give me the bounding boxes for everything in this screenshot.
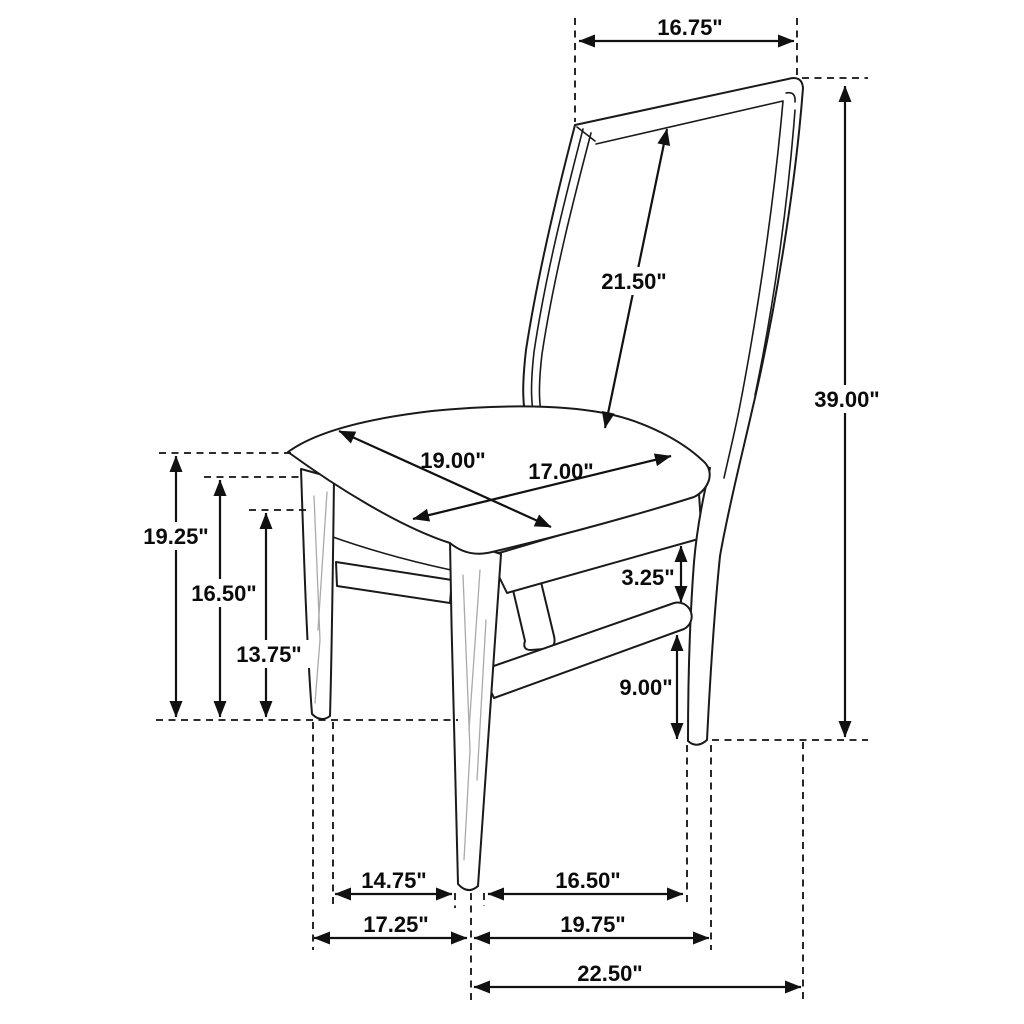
dimension-label: 39.00" [814,387,880,412]
chair-drawing [288,78,803,890]
corner-brace [513,582,555,650]
dimension-label: 16.75" [657,15,723,40]
dimension-label: 13.75" [236,642,302,667]
dimension-label: 3.25" [621,565,675,590]
dimension-label: 22.50" [577,961,643,986]
dim-stretcher-height [227,513,311,717]
dim-overall-height [805,86,889,737]
dim-base-width [314,912,467,938]
dimension-label: 19.00" [420,448,486,473]
front-leg [450,541,501,890]
dim-back-width [579,15,794,41]
dimension-label: 9.00" [619,675,673,700]
dimension-label: 16.50" [191,581,257,606]
dim-stretcher-floor [619,635,677,739]
dimension-label: 14.75" [361,868,427,893]
dimension-label: 19.75" [560,912,626,937]
dim-front-rear-spacing [488,868,683,894]
dimension-label: 16.50" [555,868,621,893]
side-stretcher [336,562,452,603]
dim-overall-depth [474,961,801,987]
dim-front-leg-spacing [335,868,452,894]
dimension-label: 19.25" [143,524,209,549]
dimension-label: 17.25" [363,912,429,937]
dimension-label: 21.50" [601,269,667,294]
dim-base-depth-inner [474,912,709,938]
dimension-label: 17.00" [528,459,594,484]
dim-leg-height [182,480,266,717]
